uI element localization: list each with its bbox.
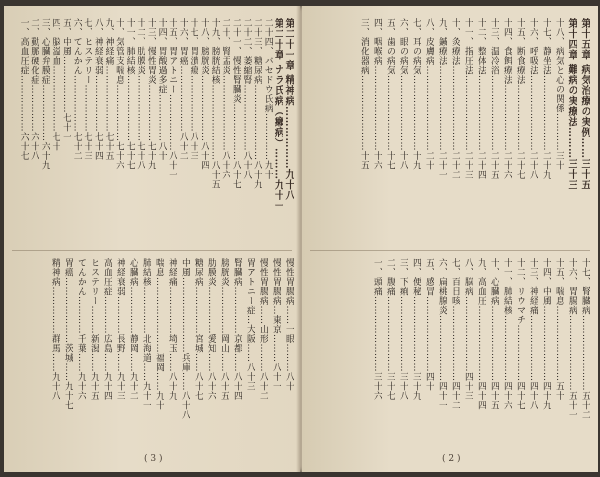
toc-entry: 二十、腎盂炎……………………八十六 — [220, 18, 231, 180]
toc-chapter-heading: 第十五章 病気治療の実例……三十五 — [579, 18, 590, 190]
toc-entry: 十四、胃酸過多症……………八十 — [156, 18, 167, 161]
toc-entry: 十五、胃アトニー………………八十一 — [167, 18, 178, 180]
right-section-rule — [310, 250, 590, 251]
toc-entry: 二、動脈硬化症……………六十八 — [29, 18, 40, 161]
toc-entry: 十七、腎臓病……………………五十二 — [580, 258, 590, 420]
toc-entry: 七、ヒステリー……………七十三 — [82, 18, 93, 161]
toc-entry: 慢性胃腸病…東京………八十一 — [271, 258, 281, 391]
toc-entry: 三、消化器病……………………十五 — [359, 18, 369, 170]
toc-entry: 一、高血圧症………………六十七 — [18, 18, 29, 161]
toc-entry: 九、鍼療法………………………二十一 — [437, 18, 447, 180]
toc-chapter-heading: 第二十章 ナラ氏病（癩病）………九十一 — [272, 18, 284, 211]
toc-entry: 十六、胃癌…………………八十二 — [177, 18, 188, 161]
toc-chapter-heading: 第十四章 難病の実療法………三十三 — [566, 18, 577, 190]
toc-entry: 中風……………………兵庫……八十八 — [180, 258, 190, 420]
toc-entry: 肋膜炎……………愛知……八十六 — [206, 258, 216, 401]
toc-entry: 十、心臓病……………………四十五 — [489, 258, 499, 410]
toc-entry: 十九、膀胱結核……………………八十五 — [209, 18, 220, 189]
toc-entry: 喘息……………………福岡……九十 — [154, 258, 164, 410]
left-section-rule — [12, 250, 292, 251]
toc-chapter-heading: 第二十一章 精神病………………九十八 — [283, 18, 294, 201]
toc-entry: 十七、胃潰瘍………………八十三 — [188, 18, 199, 161]
toc-entry: 二十二、萎縮腎…………………八十八 — [241, 18, 252, 180]
toc-entry: 十三、神経痛…………………四十八 — [528, 258, 538, 410]
toc-entry: 十、灸療法………………………二十二 — [450, 18, 460, 180]
toc-entry: 二十一、慢性腎臓炎………………八十七 — [230, 18, 241, 189]
toc-entry: 十四、食餌療法…………………二十六 — [502, 18, 512, 180]
toc-entry: 三、心臓弁膜症………………六十九 — [39, 18, 50, 170]
toc-entry: 五、歯の病気……………………十七 — [385, 18, 395, 170]
toc-entry: 神経痛……………埼玉……八十九 — [167, 258, 177, 401]
toc-entry: 十一、肺結核…………………四十六 — [502, 258, 512, 410]
toc-entry: 十五、喘息……………………五十 — [554, 258, 564, 401]
toc-entry: 十二、肋膜炎…………………七十八 — [135, 18, 146, 170]
toc-entry: 十二、整体法……………………二十四 — [476, 18, 486, 180]
toc-entry: 二十四、バセドウ氏病……………九十 — [262, 18, 273, 180]
toc-entry: 胃アトニー症…大阪……八十三 — [245, 258, 255, 391]
toc-entry: 十六、胃腸病……………………五十一 — [567, 258, 577, 420]
toc-entry: 高血圧症…………広島……九十四 — [102, 258, 112, 401]
toc-entry: 十六、呼吸法……………………二十八 — [528, 18, 538, 180]
toc-entry: 四、脳溢血…………………七十 — [50, 18, 61, 151]
toc-entry: 五、感冒……………………四十 — [424, 258, 434, 391]
toc-entry: 六、眼の病気……………………十八 — [398, 18, 408, 170]
left-lower-toc — [14, 258, 294, 438]
toc-entry: 慢性胃腸病……山形………八十二 — [258, 258, 268, 401]
toc-entry: 十五、断食療法…………………二十七 — [515, 18, 525, 180]
toc-entry: 七、耳の病気……………………十九 — [411, 18, 421, 170]
toc-entry: 十八、膀胱炎…………………八十四 — [199, 18, 210, 170]
right-lower-toc — [310, 258, 590, 438]
toc-entry: 慢性胃腸病……一眼………八十 — [284, 258, 294, 391]
toc-entry: 十三、慢性胃炎………………七十九 — [146, 18, 156, 170]
right-page-number: ( 2 ) — [442, 454, 461, 464]
toc-entry: 十三、温冷浴……………………二十五 — [489, 18, 499, 180]
left-page — [4, 6, 300, 472]
toc-entry: 九、高血圧……………………四十四 — [476, 258, 486, 410]
toc-entry: 精神病……………群馬……九十八 — [50, 258, 60, 401]
toc-entry: 四、咽喉病………………………十六 — [372, 18, 382, 170]
toc-entry: 九、神経痛…………………七十五 — [103, 18, 114, 161]
toc-entry: 二十三、糖尿病……………………八十九 — [252, 18, 263, 189]
left-upper-toc — [14, 18, 294, 246]
toc-entry: 十四、中風……………………四十九 — [541, 258, 551, 410]
book-spread — [4, 6, 598, 472]
toc-entry: 三、下痢……………………三十八 — [398, 258, 408, 401]
toc-entry: 十八、病気と心の関係…………三十 — [554, 18, 564, 170]
toc-entry: 十一、肺結核…………………七十七 — [124, 18, 135, 170]
toc-entry: 二、腹痛……………………三十七 — [385, 258, 395, 401]
toc-entry: ヒステリー………新潟……九十五 — [89, 258, 99, 401]
toc-entry: 十、気管支喘息………………七十六 — [114, 18, 125, 170]
right-upper-toc — [310, 18, 590, 246]
toc-entry: 八、脳病……………………四十三 — [463, 258, 473, 401]
toc-entry: 胃癌…………………茨城……九十七 — [63, 258, 73, 410]
toc-entry: 肺結核……………北海道……九十一 — [141, 258, 151, 410]
toc-entry: 七、百日咳……………………四十二 — [450, 258, 460, 410]
toc-entry: 十二、リウマチ………………四十七 — [515, 258, 525, 410]
toc-entry: 十一、指圧法……………………二十三 — [463, 18, 473, 180]
toc-entry: 五、中風………………七十一 — [61, 18, 72, 142]
toc-entry: てんかん…………千葉……九十六 — [76, 258, 86, 401]
left-page-number: ( 3 ) — [144, 454, 163, 464]
right-page — [302, 6, 598, 472]
toc-entry: 一、頭痛……………………三十六 — [372, 258, 382, 401]
toc-entry: 心臓病……………静岡……九十二 — [128, 258, 138, 401]
toc-entry: 四、便秘……………………三十九 — [411, 258, 421, 401]
toc-entry: 六、てんかん………………七十二 — [71, 18, 82, 161]
toc-entry: 神経衰弱…………長野……九十三 — [115, 258, 125, 401]
toc-entry: 八、神経衰弱………………七十四 — [92, 18, 103, 161]
toc-entry: 六、扁桃腺炎…………………四十一 — [437, 258, 447, 410]
toc-entry: 八、皮膚病………………………二十 — [424, 18, 434, 170]
toc-entry: 十七、静坐法……………………二十九 — [541, 18, 551, 180]
toc-entry: 糖尿病……………宮城……八十七 — [193, 258, 203, 401]
toc-entry: 膀胱炎……………岡山……八十五 — [219, 258, 229, 401]
toc-entry: 腎臓病……………京都……八十四 — [232, 258, 242, 401]
